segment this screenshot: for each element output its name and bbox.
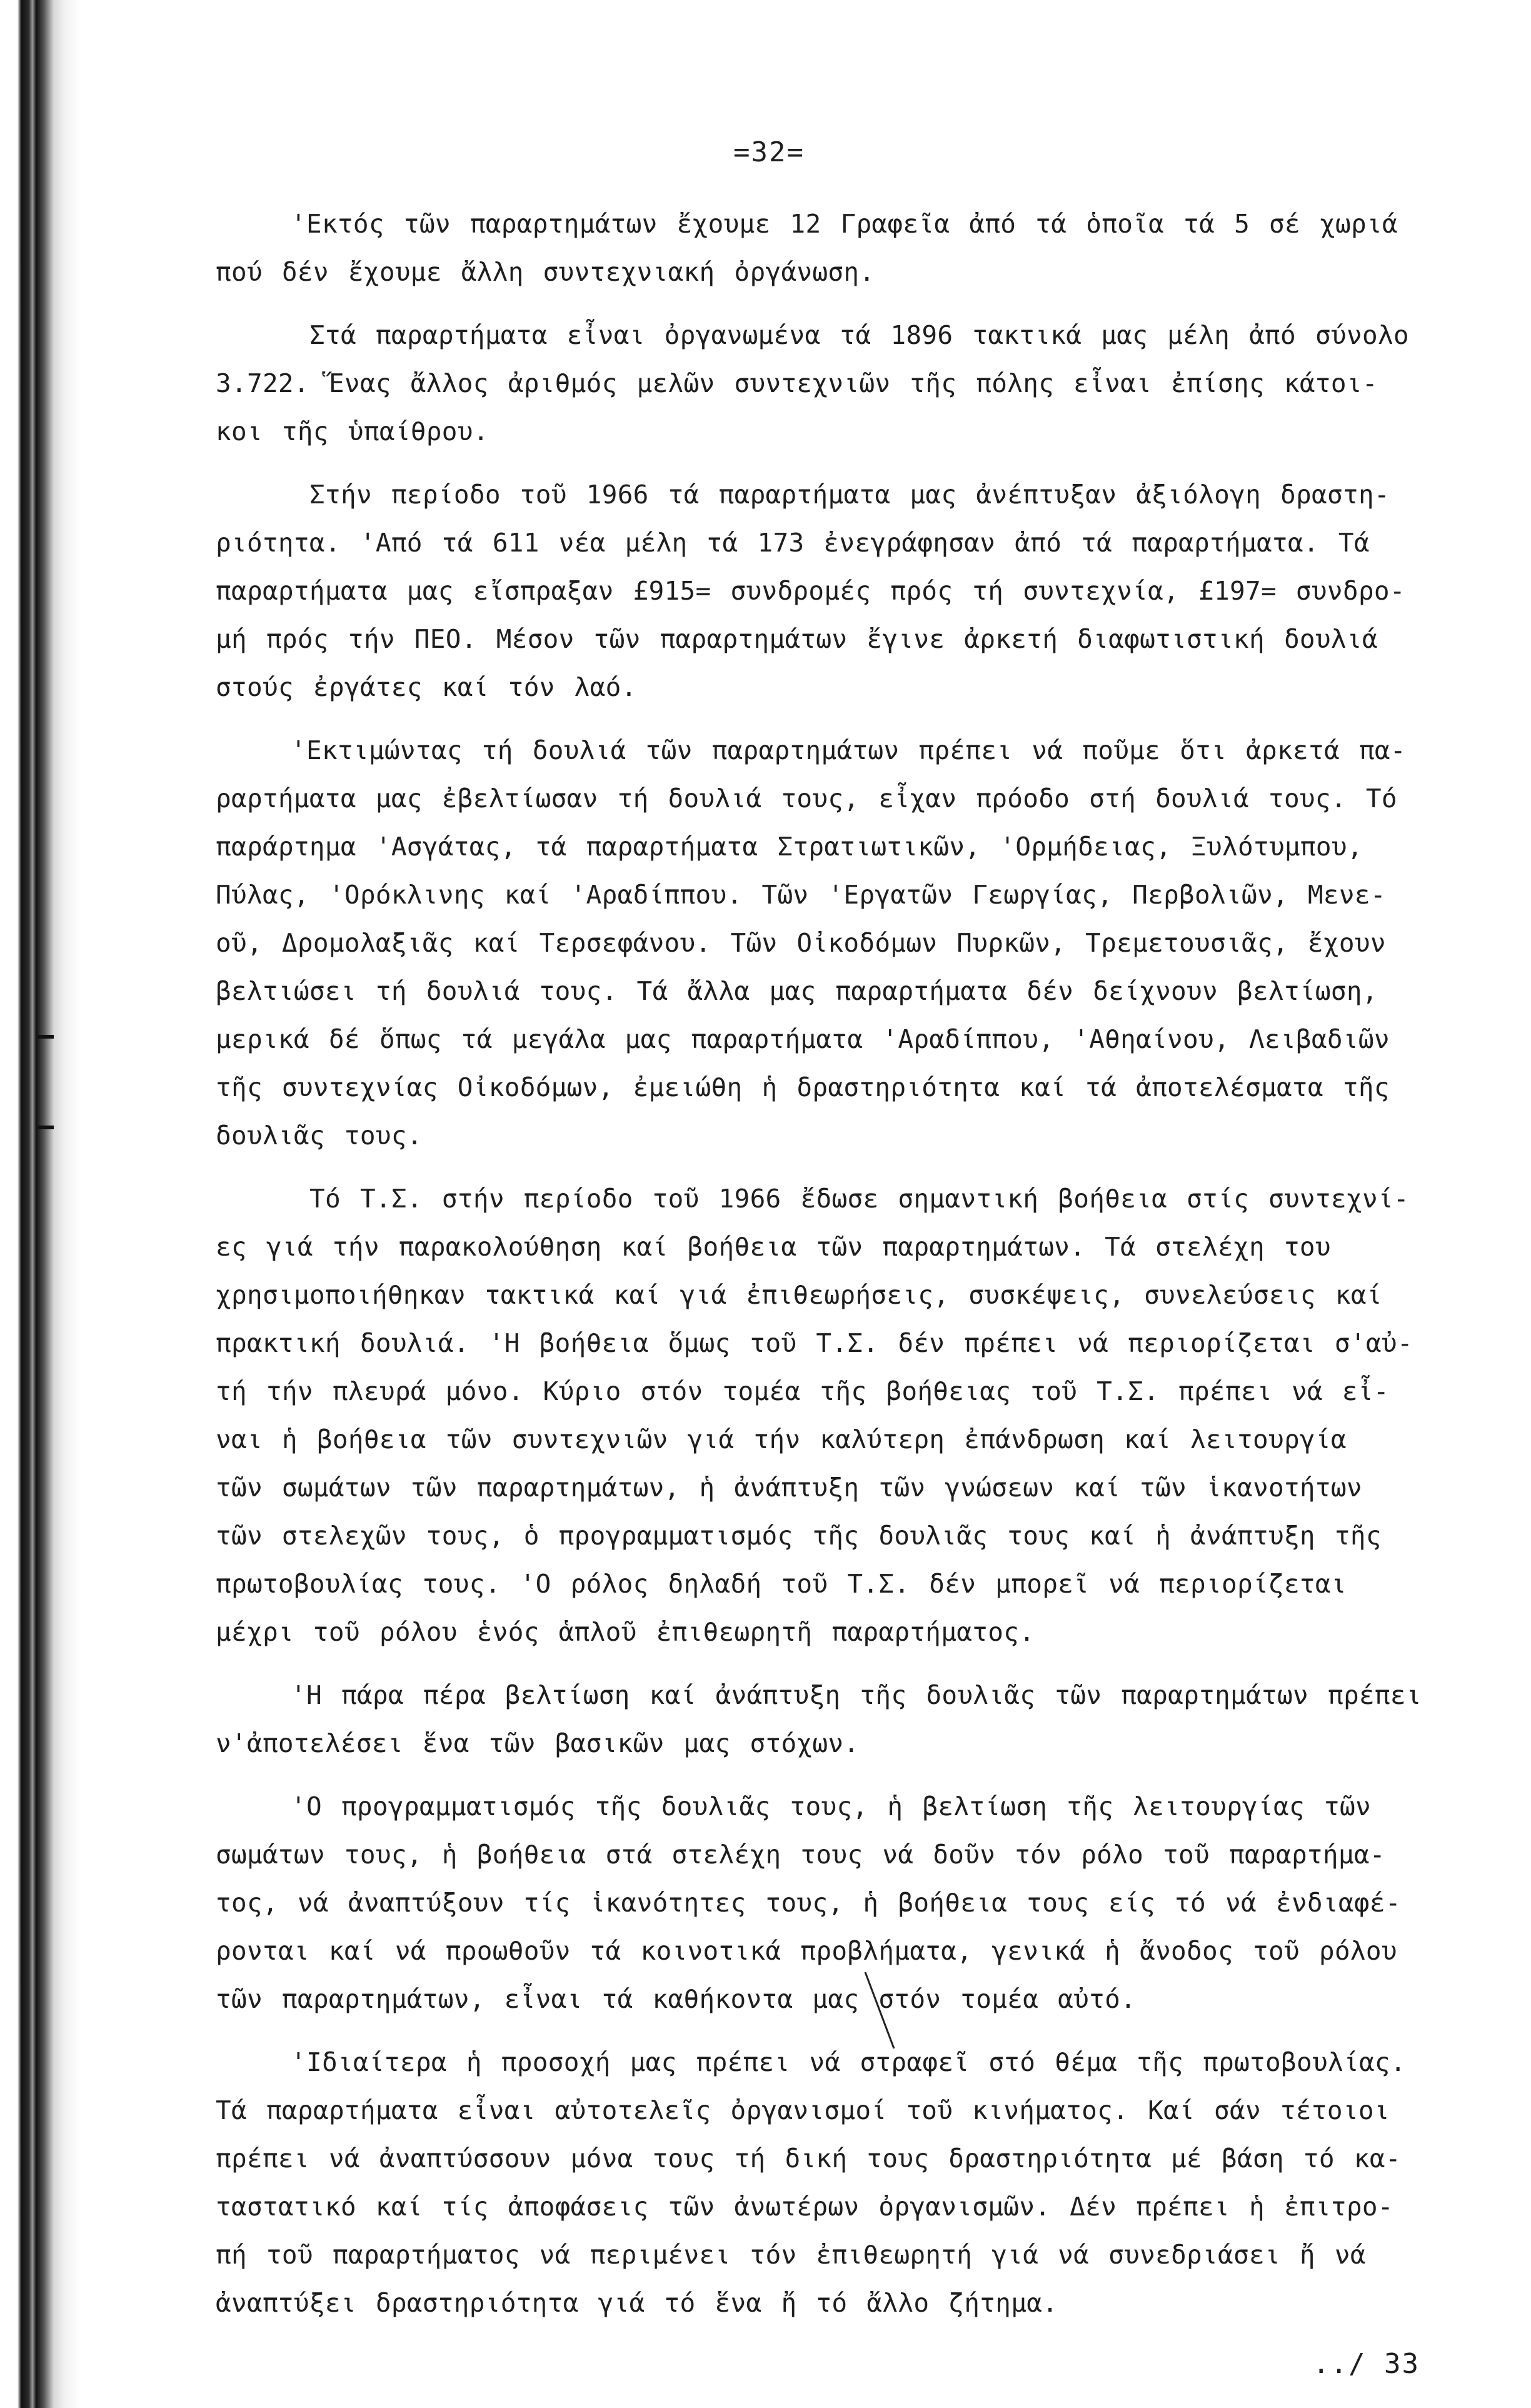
binding-tick: [38, 1126, 54, 1129]
text-line: βελτιώσει τή δουλιά τους. Τά ἄλλα μας παραρτήματα δέν δείχνουν βελτίωση,: [216, 976, 1378, 1006]
text-line: τῆς συντεχνίας Οἰκοδόμων, ἐμειώθη ἡ δραστηριότητα καί τά ἀποτελέσματα τῆς: [216, 1072, 1390, 1102]
text-line: ν'ἀποτελέσει ἕνα τῶν βασικῶν μας στόχων.: [216, 1728, 860, 1758]
pen-stroke-mark: [863, 1970, 900, 2051]
paragraph: [216, 311, 1475, 456]
text-line: στούς ἐργάτες καί τόν λαό.: [216, 672, 637, 702]
text-line: μέχρι τοῦ ρόλου ἑνός ἁπλοῦ ἐπιθεωρητῆ παραρτήματος.: [216, 1617, 1035, 1647]
text-line: 'Ο προγραμματισμός τῆς δουλιᾶς τους, ἡ βελτίωση τῆς λειτουργίας τῶν: [291, 1791, 1371, 1821]
text-line: πή τοῦ παραρτήματος νά περιμένει τόν ἐπιθεωρητή γιά νά συνεδριάσει ἤ νά: [216, 2240, 1366, 2270]
text-line: Πύλας, 'Ορόκλινης καί 'Αραδίππου. Τῶν 'Εργατῶν Γεωργίας, Περβολιῶν, Μενε-: [216, 880, 1386, 910]
text-line: 'Η πάρα πέρα βελτίωση καί ἀνάπτυξη τῆς δουλιᾶς τῶν παραρτημάτων πρέπει: [291, 1680, 1422, 1710]
text-line: παράρτημα 'Ασγάτας, τά παραρτήματα Στρατιωτικῶν, 'Ορμήδειας, Ξυλότυμπου,: [216, 832, 1363, 862]
text-line: Στά παραρτήματα εἶναι ὀργανωμένα τά 1896 τακτικά μας μέλη ἀπό σύνολο: [309, 320, 1409, 350]
text-line: ριότητα. 'Από τά 611 νέα μέλη τά 173 ἐνεγράφησαν ἀπό τά παραρτήματα. Τά: [216, 528, 1370, 558]
text-line: πρέπει νά ἀναπτύσσουν μόνα τους τή δική τους δραστηριότητα μέ βάση τό κα-: [216, 2144, 1401, 2174]
document-body: [216, 200, 1475, 2342]
text-line: σωμάτων τους, ἡ βοήθεια στά στελέχη τους νά δοῦν τόν ρόλο τοῦ παραρτήμα-: [216, 1840, 1385, 1870]
text-line: πρωτοβουλίας τους. 'Ο ρόλος δηλαδή τοῦ Τ.Σ. δέν μπορεῖ νά περιορίζεται: [216, 1569, 1347, 1599]
text-line: ραρτήματα μας ἐβελτίωσαν τή δουλιά τους, εἶχαν πρόοδο στή δουλιά τους. Τό: [216, 783, 1397, 814]
text-line: τῶν σωμάτων τῶν παραρτημάτων, ἡ ἀνάπτυξη τῶν γνώσεων καί τῶν ἱκανοτήτων: [216, 1473, 1362, 1503]
text-line: 3.722. Ἕνας ἄλλος ἀριθμός μελῶν συντεχνιῶν τῆς πόλης εἶναι ἐπίσης κάτοι-: [216, 368, 1378, 398]
paragraph: [216, 471, 1475, 712]
text-line: κοι τῆς ὑπαίθρου.: [216, 416, 489, 446]
continuation-reference: ../ 33: [1313, 2348, 1420, 2380]
text-line: τος, νά ἀναπτύξουν τίς ἱκανότητες τους, ἡ βοήθεια τους είς τό νά ἐνδιαφέ-: [216, 1888, 1401, 1918]
text-line: δουλιᾶς τους.: [216, 1121, 423, 1151]
text-line: χρησιμοποιήθηκαν τακτικά καί γιά ἐπιθεωρήσεις, συσκέψεις, συνελεύσεις καί: [216, 1280, 1382, 1310]
text-line: ες γιά τήν παρακολούθηση καί βοήθεια τῶν παραρτημάτων. Τά στελέχη του: [216, 1232, 1331, 1262]
text-line: οῦ, Δρομολαξιᾶς καί Τερσεφάνου. Τῶν Οἰκοδόμων Πυρκῶν, Τρεμετουσιᾶς, ἔχουν: [216, 928, 1386, 958]
text-line: μερικά δέ ὅπως τά μεγάλα μας παραρτήματα 'Αραδίππου, 'Αθηαίνου, Λειβαδιῶν: [216, 1024, 1390, 1054]
text-line: 'Ιδιαίτερα ἡ προσοχή μας πρέπει νά στραφεῖ στό θέμα τῆς πρωτοβουλίας.: [291, 2047, 1406, 2077]
text-line: Στήν περίοδο τοῦ 1966 τά παραρτήματα μας ἀνέπτυξαν ἀξιόλογη δραστη-: [309, 480, 1390, 510]
text-line: πρακτική δουλιά. 'Η βοήθεια ὅμως τοῦ Τ.Σ. δέν πρέπει νά περιορίζεται σ'αὐ-: [216, 1328, 1413, 1358]
page-number: =32=: [733, 136, 805, 168]
binding-edge: [0, 0, 81, 2408]
text-line: 'Εκτός τῶν παραρτημάτων ἔχουμε 12 Γραφεῖα ἀπό τά ὁποῖα τά 5 σέ χωριά: [291, 209, 1398, 239]
paragraph: [216, 1783, 1475, 2023]
text-line: τή τήν πλευρά μόνο. Κύριο στόν τομέα τῆς βοήθειας τοῦ Τ.Σ. πρέπει νά εἶ-: [216, 1376, 1389, 1406]
text-line: πού δέν ἔχουμε ἄλλη συντεχνιακή ὀργάνωση.: [216, 257, 875, 287]
text-line: 'Εκτιμώντας τή δουλιά τῶν παραρτημάτων πρέπει νά ποῦμε ὅτι ἀρκετά πα-: [291, 735, 1406, 765]
text-line: ναι ἡ βοήθεια τῶν συντεχνιῶν γιά τήν καλύτερη ἐπάνδρωση καί λειτουργία: [216, 1424, 1347, 1454]
text-line: παραρτήματα μας εἴσπραξαν £915= συνδρομές πρός τή συντεχνία, £197= συνδρο-: [216, 576, 1405, 606]
text-line: ταστατικό καί τίς ἀποφάσεις τῶν ἀνωτέρων ὀργανισμῶν. Δέν πρέπει ἡ ἐπιτρο-: [216, 2192, 1393, 2222]
text-line: Τά παραρτήματα εἶναι αὐτοτελεῖς ὀργανισμοί τοῦ κινήματος. Καί σάν τέτοιοι: [216, 2095, 1390, 2125]
text-line: Τό Τ.Σ. στήν περίοδο τοῦ 1966 ἔδωσε σημαντική βοήθεια στίς συντεχνί-: [309, 1184, 1409, 1214]
paragraph: [216, 727, 1475, 1160]
text-line: μή πρός τήν ΠΕΟ. Μέσον τῶν παραρτημάτων ἔγινε ἀρκετή διαφωτιστική δουλιά: [216, 624, 1378, 654]
paragraph: [216, 200, 1475, 296]
text-line: τῶν παραρτημάτων, εἶναι τά καθήκοντα μας στόν τομέα αὐτό.: [216, 1984, 1137, 2014]
text-line: τῶν στελεχῶν τους, ὁ προγραμματισμός τῆς δουλιᾶς τους καί ἡ ἀνάπτυξη τῆς: [216, 1521, 1382, 1551]
paragraph: [216, 1175, 1475, 1656]
paragraph: [216, 1671, 1475, 1768]
text-line: ρονται καί νά προωθοῦν τά κοινοτικά προβλήματα, γενικά ἡ ἄνοδος τοῦ ρόλου: [216, 1936, 1397, 1966]
binding-tick: [38, 1035, 54, 1039]
text-line: ἀναπτύξει δραστηριότητα γιά τό ἕνα ἤ τό ἄλλο ζήτημα.: [216, 2288, 1058, 2318]
paragraph: [216, 2038, 1475, 2327]
